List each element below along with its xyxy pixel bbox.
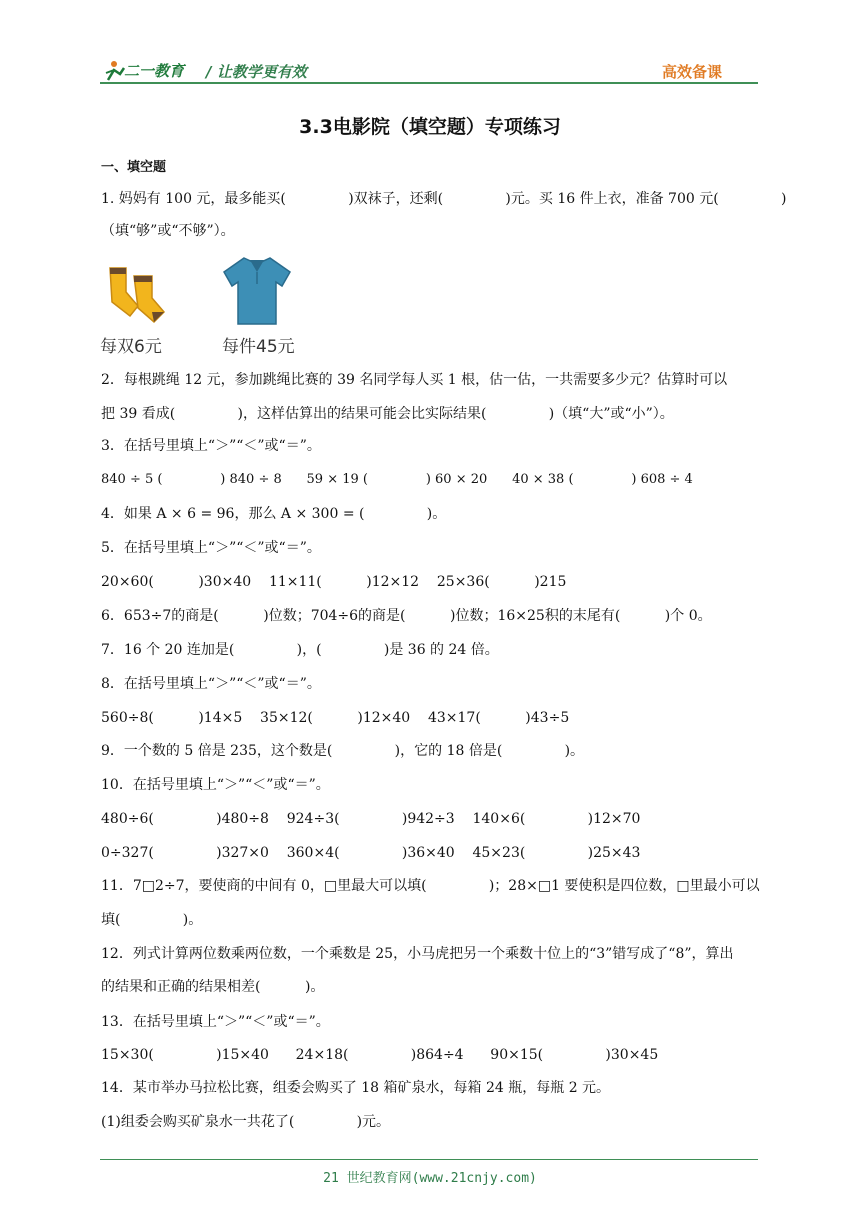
- page-footer[interactable]: 21 世纪教育网(www.21cnjy.com): [323, 1171, 537, 1186]
- question-line: 15×30( )15×40 24×18( )864÷4 90×15( )30×45: [101, 1047, 659, 1063]
- question-line: 5．在括号里填上“＞”“＜”或“＝”。: [101, 540, 321, 556]
- socks-icon: [102, 262, 168, 326]
- question-line: 10．在括号里填上“＞”“＜”或“＝”。: [101, 777, 330, 793]
- question-line: 8．在括号里填上“＞”“＜”或“＝”。: [101, 676, 321, 692]
- question-line: 1. 妈妈有 100 元，最多能买( )双袜子，还剩( )元。买 16 件上衣，准备 700 元( ): [101, 191, 787, 207]
- logo-text: 二一教育: [124, 62, 185, 80]
- question-line: 480÷6( )480÷8 924÷3( )942÷3 140×6( )12×70: [101, 811, 641, 827]
- question-line: (1)组委会购买矿泉水一共花了( )元。: [101, 1114, 391, 1130]
- question-line: 2．每根跳绳 12 元，参加跳绳比赛的 39 名同学每人买 1 根，估一估，一共需要多少元？估算时可以: [101, 372, 728, 388]
- question-line: 13．在括号里填上“＞”“＜”或“＝”。: [101, 1014, 330, 1030]
- question-line: 0÷327( )327×0 360×4( )36×40 45×23( )25×43: [101, 845, 641, 861]
- footer-divider: [100, 1159, 758, 1160]
- section-heading: 一、填空题: [101, 160, 167, 175]
- question-line: 7．16 个 20 连加是( )，( )是 36 的 24 倍。: [101, 642, 499, 658]
- socks-price-caption: 每双6元: [100, 337, 162, 357]
- question-line: 20×60( )30×40 11×11( )12×12 25×36( )215: [101, 574, 567, 590]
- page-header: [100, 58, 758, 84]
- question-line: 14．某市举办马拉松比赛，组委会购买了 18 箱矿泉水，每箱 24 瓶，每瓶 2 元。: [101, 1080, 611, 1096]
- question-line: 560÷8( )14×5 35×12( )12×40 43×17( )43÷5: [101, 710, 570, 726]
- shirt-price-caption: 每件45元: [222, 337, 295, 357]
- header-right-label: 高效备课: [661, 63, 722, 81]
- question-line: 4．如果 A × 6 = 96，那么 A × 300 = ( )。: [101, 506, 447, 522]
- question-line: 的结果和正确的结果相差( )。: [101, 979, 325, 995]
- question-line: 填( )。: [101, 912, 203, 928]
- shirt-icon: [220, 254, 294, 326]
- question-line: （填“够”或“不够”）。: [101, 223, 235, 239]
- question-line: 12．列式计算两位数乘两位数，一个乘数是 25，小马虎把另一个乘数十位上的“3”错写成了“8”，算出: [101, 946, 734, 962]
- question-line: 9．一个数的 5 倍是 235，这个数是( )，它的 18 倍是( )。: [101, 743, 585, 759]
- question-line: 840 ÷ 5 ( ) 840 ÷ 8 59 × 19 ( ) 60 × 20 40 × 38 ( ) 608 ÷ 4: [101, 472, 693, 487]
- page-title: 3.3电影院（填空题）专项练习: [299, 116, 561, 138]
- question-line: 把 39 看成( )，这样估算出的结果可能会比实际结果( )（填“大”或“小”）。: [101, 406, 674, 422]
- header-slogan: / 让教学更有效: [206, 63, 307, 81]
- question-line: 3．在括号里填上“＞”“＜”或“＝”。: [101, 438, 321, 454]
- header-divider: [100, 82, 758, 84]
- question-line: 11．7□2÷7，要使商的中间有 0，□里最大可以填( )；28×□1 要使积是四位数，□里最小可以: [101, 878, 760, 894]
- question-line: 6．653÷7的商是( )位数；704÷6的商是( )位数；16×25积的末尾有( )个 0。: [101, 608, 712, 624]
